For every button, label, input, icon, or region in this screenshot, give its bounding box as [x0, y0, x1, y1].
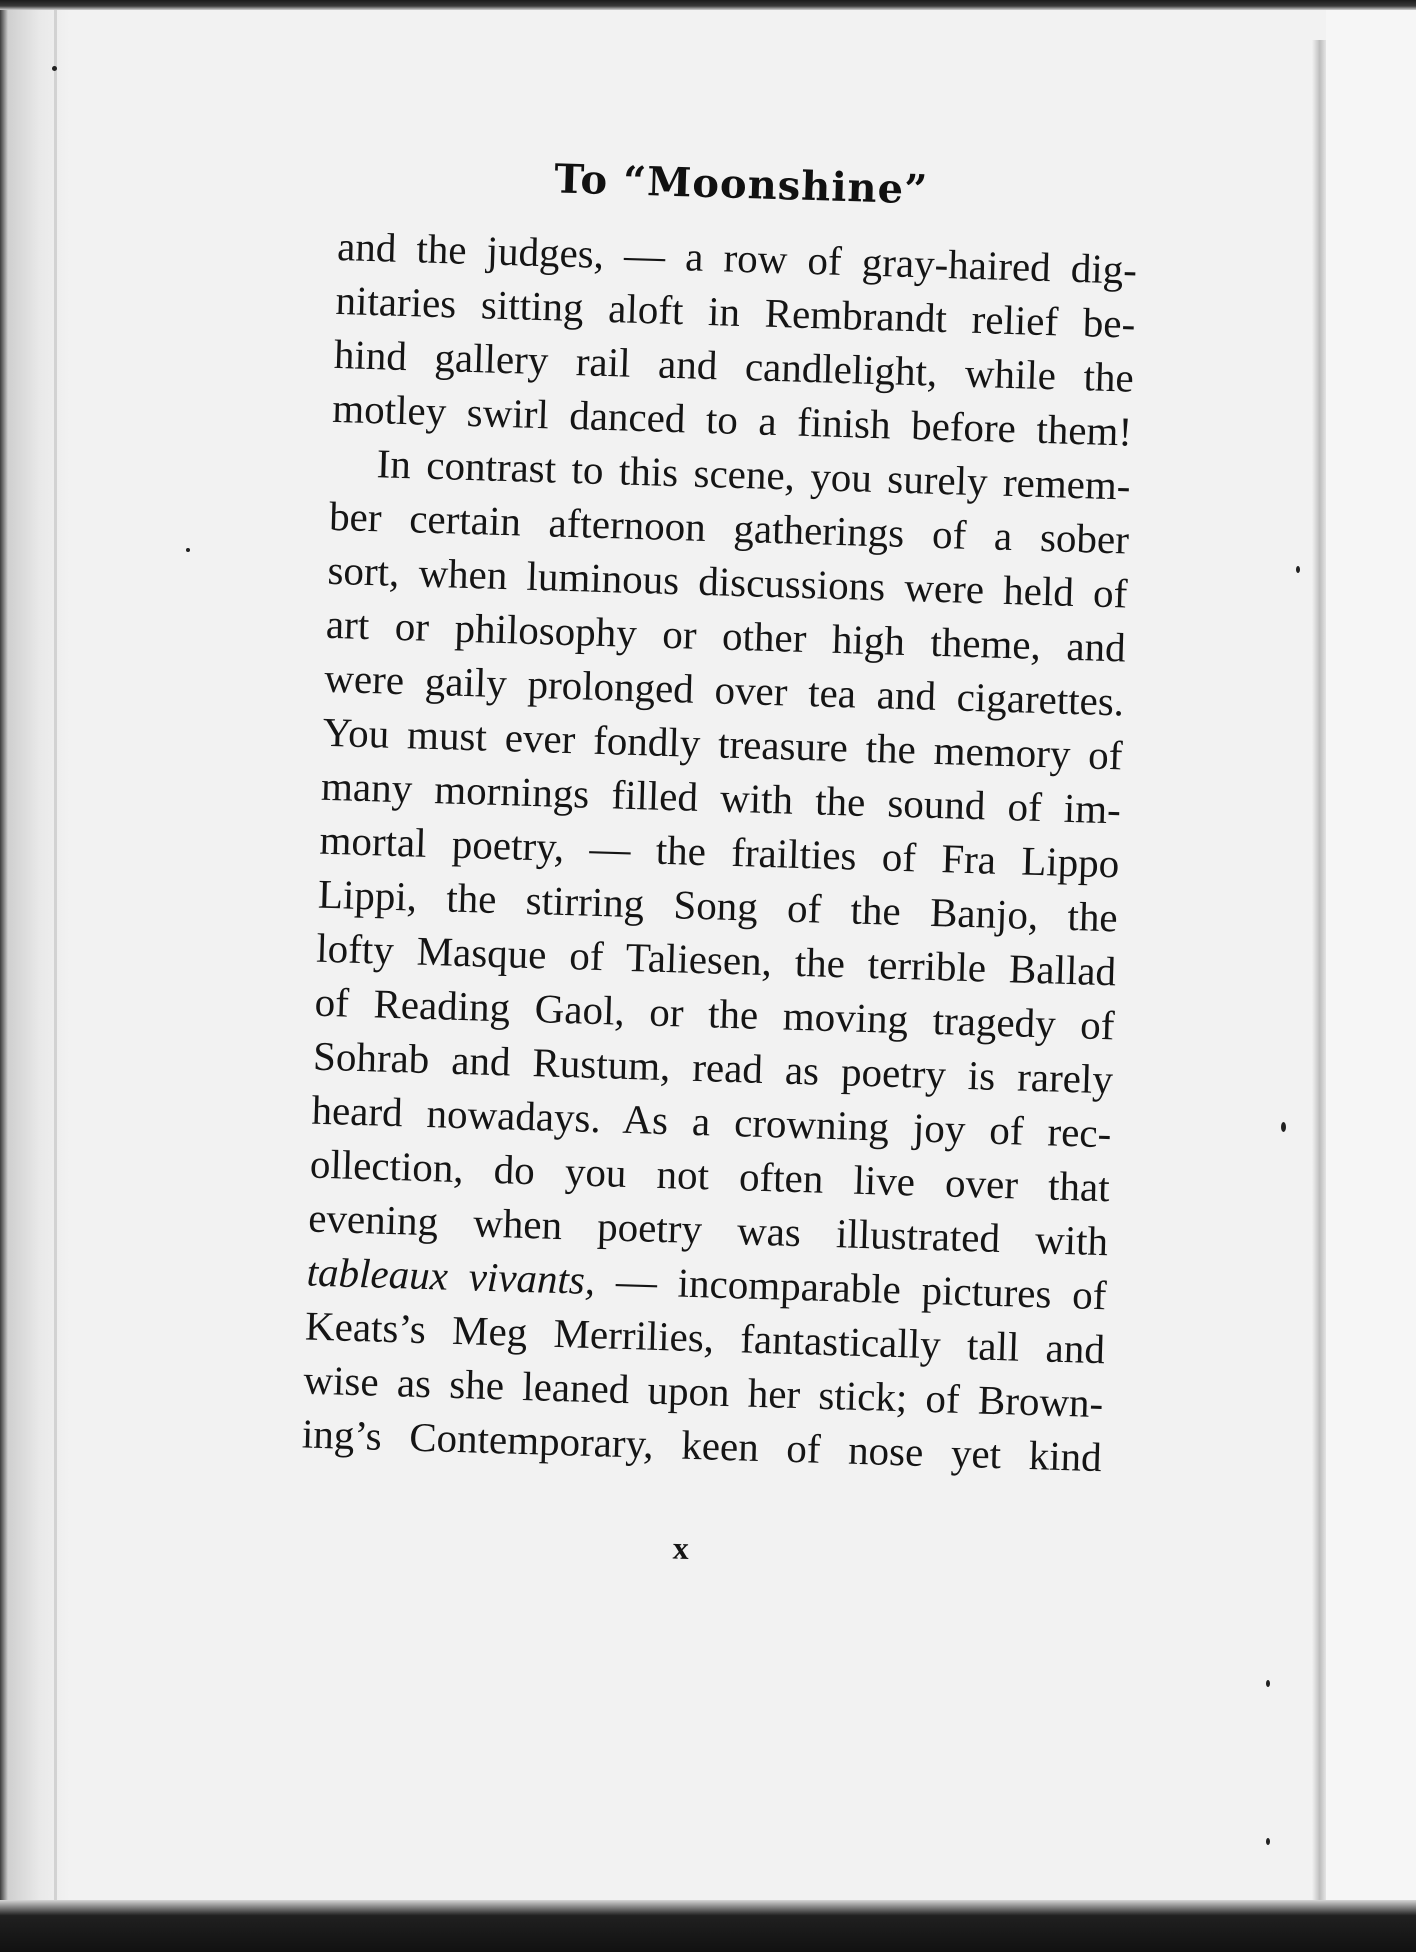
italic-phrase: tableaux vivants,	[306, 1248, 596, 1304]
text-line: many mornings filled with the sound of im-	[320, 762, 1122, 833]
text-line: motley swirl danced to a finish before them!	[331, 384, 1133, 455]
text-line: nitaries sitting aloft in Rembrandt relief be-	[334, 276, 1136, 347]
text-line: ber certain afternoon gatherings of a sober	[328, 492, 1130, 563]
text-line: Lippi, the stirring Song of the Banjo, the	[317, 870, 1119, 941]
text-line: sort, when luminous discussions were held of	[326, 546, 1128, 617]
text-line: art or philosophy or other high theme, and	[325, 600, 1127, 671]
text-line: In contrast to this scene, you surely remem-	[376, 440, 1132, 509]
page-number: x	[672, 1529, 690, 1566]
body-text	[301, 219, 1137, 1484]
text-line: ollection, do you not often live over that	[309, 1140, 1111, 1211]
text-line: mortal poetry, — the frailties of Fra Lippo	[318, 816, 1120, 887]
text-line: lofty Masque of Taliesen, the terrible Ballad	[315, 924, 1117, 995]
running-head: To “Moonshine”	[553, 155, 929, 214]
text-fragment: — incomparable pictures of	[594, 1257, 1108, 1319]
text-line: wise as she leaned upon her stick; of Brown-	[302, 1356, 1104, 1427]
text-line: and the judges, — a row of gray-haired dig-	[336, 222, 1138, 293]
text-line: evening when poetry was illustrated with	[307, 1194, 1109, 1265]
text-line: hind gallery rail and candlelight, while the	[333, 330, 1135, 401]
text-line: were gaily prolonged over tea and cigarettes.	[323, 654, 1125, 725]
text-line: You must ever fondly treasure the memory of	[322, 708, 1124, 779]
text-line: heard nowadays. As a crowning joy of rec-	[310, 1086, 1112, 1157]
text-line: ing’s Contemporary, keen of nose yet kind	[301, 1410, 1103, 1481]
text-line: Keats’s Meg Merrilies, fantastically tall and	[304, 1302, 1106, 1373]
text-line: of Reading Gaol, or the moving tragedy of	[314, 978, 1116, 1049]
text-line: Sohrab and Rustum, read as poetry is rarely	[312, 1032, 1114, 1103]
